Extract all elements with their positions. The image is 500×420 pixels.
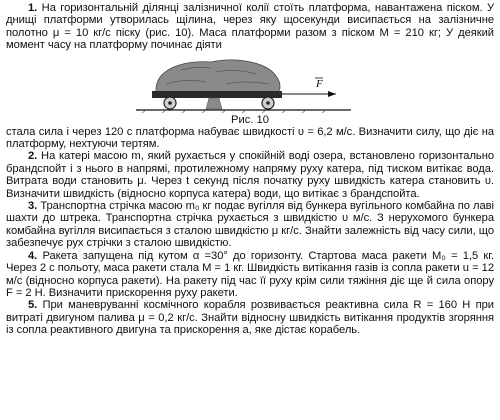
platform-illustration: [6, 54, 494, 114]
problem-4-text: Ракета запущена під кутом α =30° до горизонту. Стартова маса ракети M₀ = 1,5 кг. Через 2 с польоту, маса ракети стала M = 1 кг. Швидкість витікання газів із сопла ракети u = 12 м/с (відносно корпуса ракети). На ракету під час її руху крім сили тяжіння діє ще й сила опору F = 2 H. Визначити прискорення руху ракети.: [6, 249, 494, 299]
problem-2-paragraph: [6, 150, 494, 200]
sand-pile: [156, 60, 280, 92]
problem-1-continuation: стала сила і через 120 с платформа набуває швидкості υ = 6,2 м/с. Визначити силу, що діє на платформу, нехтуючи тертям.: [6, 125, 494, 151]
force-label: F: [316, 77, 323, 90]
problem-3-text: Транспортна стрічка масою m₀ кг подає вугілля від бункера вугільного комбайна по лаві шахти до штрека. Транспортна стрічка рухається з швидкістю υ м/с. З нерухомого бункера комбайна вугілля висипається з сталою швидкістю μ кг/с. Знайти залежність від часу сили, що забезпечує рух стрічки з сталою швидкістю.: [6, 200, 494, 250]
force-arrow-head: [328, 91, 336, 97]
problem-3-number: 3.: [28, 200, 38, 213]
problem-4-paragraph: [6, 250, 494, 300]
problem-4-number: 4.: [28, 249, 38, 262]
problem-1-number: 1.: [28, 2, 38, 14]
figure-caption: Рис. 10: [231, 113, 269, 126]
problem-1-paragraph: [6, 2, 494, 52]
problem-1-text: На горизонтальній ділянці залізничної колії стоїть платформа, навантажена піском. У днищі платформи утворилась щілина, через яку щосекунди висипається на залізничне полотно μ = 10 кг/с піску (рис. 10). Маса платформи разом з піском M = 210 кг; У деякий момент часу на платформу починає діяти: [6, 2, 495, 52]
problem-3-paragraph: [6, 200, 494, 250]
problem-5-number: 5.: [28, 299, 38, 312]
problem-2-text: На катері масою m, який рухається у спокійній воді озера, встановлено горизонтально брандспойт і з нього в напрямі, протилежному напряму руху катера, під тиском витікає вода. Витрата води становить μ. Через t секунд після початку руху швидкість катера становить υ. Визначити швидкість (відносно корпуса катера) води, що витікає з брандспойта.: [6, 150, 494, 200]
falling-sand: [206, 98, 222, 109]
problem-5-paragraph: [6, 299, 494, 336]
problem-5-text: При маневруванні космічного корабля розвивається реактивна сила R = 160 H при витраті двигуном палива μ = 0,2 кг/с. Знайти відносну швидкість витікання продуктів згоряння із сопла реактивного двигуна та прискорення a, яке дістає корабель.: [6, 299, 494, 337]
figure-10: [6, 54, 494, 114]
problem-2-number: 2.: [28, 150, 38, 163]
